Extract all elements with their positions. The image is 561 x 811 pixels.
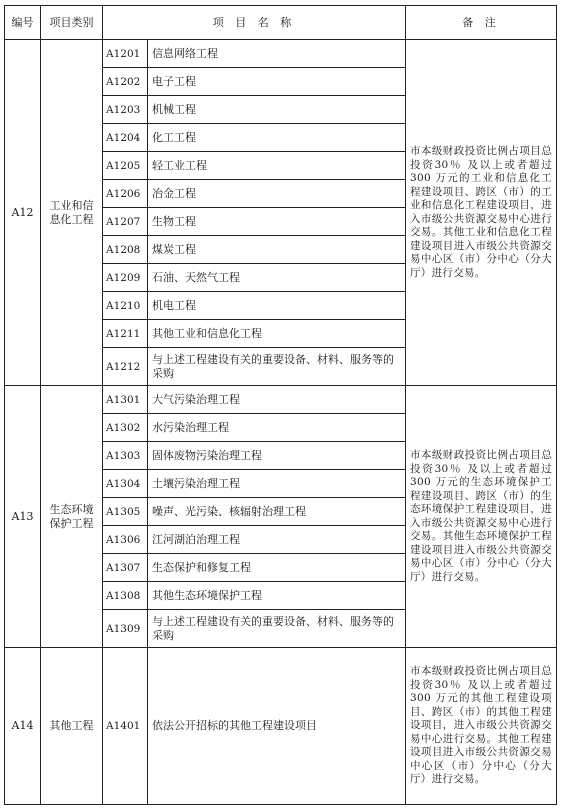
group-category: 生态环境保护工程 <box>41 386 103 648</box>
item-code: A1309 <box>103 610 148 648</box>
item-name: 水污染治理工程 <box>148 414 406 442</box>
item-name: 电子工程 <box>148 68 406 96</box>
group-remark: 市本级财政投资比例占项目总投资30％ 及以上或者超过300 万元的工业和信息化工程建设项目、跨区（市）的工业和信息化工程建设项目，进入市级公共资源交易中心进行交易。其他工业和信息化工程建设项目进入市级公共资源交易中心区（市）分中心（分大厅）进行交易。 <box>406 40 557 386</box>
item-name: 轻工业工程 <box>148 152 406 180</box>
item-name: 信息网络工程 <box>148 40 406 68</box>
item-name: 生物工程 <box>148 208 406 236</box>
project-catalog-table <box>4 5 557 805</box>
item-name: 机械工程 <box>148 96 406 124</box>
item-code: A1207 <box>103 208 148 236</box>
group-code: A14 <box>5 648 41 805</box>
item-name: 其他工业和信息化工程 <box>148 320 406 348</box>
item-code: A1303 <box>103 442 148 470</box>
item-code: A1307 <box>103 554 148 582</box>
item-name: 生态保护和修复工程 <box>148 554 406 582</box>
item-name: 依法公开招标的其他工程建设项目 <box>148 648 406 805</box>
group-code: A13 <box>5 386 41 648</box>
item-code: A1305 <box>103 498 148 526</box>
item-name: 其他生态环境保护工程 <box>148 582 406 610</box>
table-row <box>5 648 557 805</box>
table-row <box>5 40 557 68</box>
item-code: A1211 <box>103 320 148 348</box>
header-project-name: 项 目 名 称 <box>103 6 406 40</box>
group-category: 其他工程 <box>41 648 103 805</box>
item-name: 与上述工程建设有关的重要设备、材料、服务等的采购 <box>148 348 406 386</box>
table-body <box>5 40 557 805</box>
item-code: A1203 <box>103 96 148 124</box>
item-code: A1301 <box>103 386 148 414</box>
item-code: A1302 <box>103 414 148 442</box>
item-code: A1308 <box>103 582 148 610</box>
item-code: A1209 <box>103 264 148 292</box>
group-category: 工业和信息化工程 <box>41 40 103 386</box>
item-name: 石油、天然气工程 <box>148 264 406 292</box>
item-name: 煤炭工程 <box>148 236 406 264</box>
group-code: A12 <box>5 40 41 386</box>
item-name: 江河湖泊治理工程 <box>148 526 406 554</box>
header-category: 项目类别 <box>41 6 103 40</box>
item-code: A1206 <box>103 180 148 208</box>
item-code: A1205 <box>103 152 148 180</box>
item-code: A1304 <box>103 470 148 498</box>
item-code: A1204 <box>103 124 148 152</box>
item-code: A1202 <box>103 68 148 96</box>
header-remark: 备 注 <box>406 6 557 40</box>
table-header-row <box>5 6 557 40</box>
item-name: 冶金工程 <box>148 180 406 208</box>
item-code: A1208 <box>103 236 148 264</box>
item-code: A1306 <box>103 526 148 554</box>
table-row <box>5 386 557 414</box>
header-code: 编号 <box>5 6 41 40</box>
item-name: 化工工程 <box>148 124 406 152</box>
item-name: 固体废物污染治理工程 <box>148 442 406 470</box>
item-name: 大气污染治理工程 <box>148 386 406 414</box>
item-name: 土壤污染治理工程 <box>148 470 406 498</box>
item-code: A1401 <box>103 648 148 805</box>
item-name: 与上述工程建设有关的重要设备、材料、服务等的采购 <box>148 610 406 648</box>
item-name: 机电工程 <box>148 292 406 320</box>
group-remark: 市本级财政投资比例占项目总投资30％ 及以上或者超过300 万元的其他工程建设项目、跨区（市）的其他工程建设项目，进入市级公共资源交易中心进行交易。其他工程建设项目进入市级公共资源交易中心区（市）分中心（分大厅）进行交易。 <box>406 648 557 805</box>
item-code: A1210 <box>103 292 148 320</box>
item-code: A1212 <box>103 348 148 386</box>
group-remark: 市本级财政投资比例占项目总投资30％ 及以上或者超过300 万元的生态环境保护工程建设项目、跨区（市）的生态环境保护工程建设项目，进入市级公共资源交易中心进行交易。其他生态环境保护工程建设项目进入市级公共资源交易中心区（市）分中心（分大厅）进行交易。 <box>406 386 557 648</box>
item-name: 噪声、光污染、核辐射治理工程 <box>148 498 406 526</box>
item-code: A1201 <box>103 40 148 68</box>
